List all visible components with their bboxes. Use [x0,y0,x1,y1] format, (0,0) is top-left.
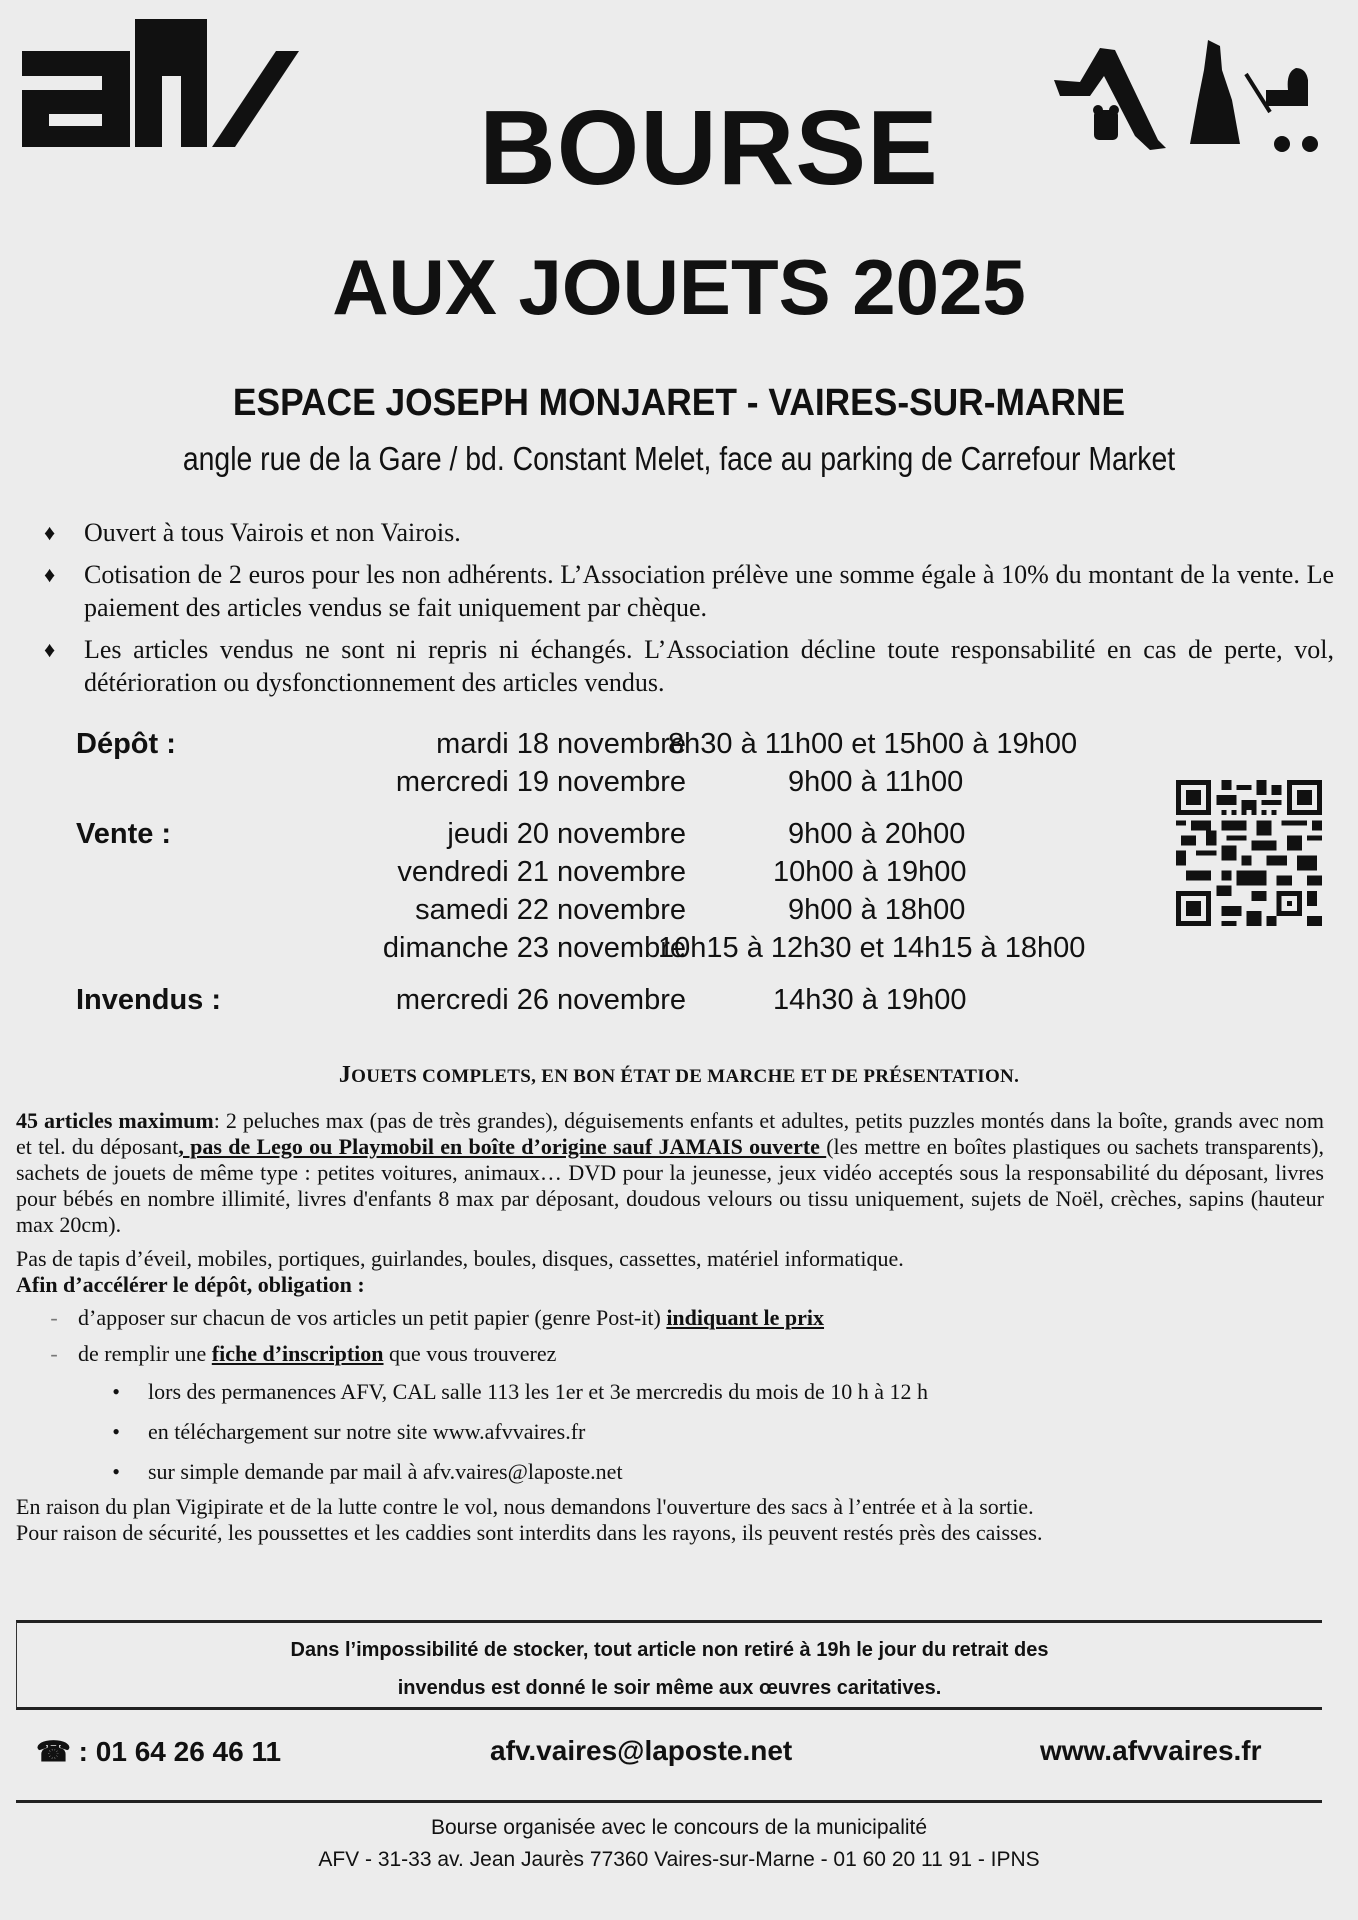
form-source-item [16,1454,1324,1490]
bullet-item [44,558,1334,624]
obligation-text: de remplir une [78,1341,212,1366]
bullet-text: Cotisation de 2 euros pour les non adhérents. L’Association prélève une somme égale à 10% du montant de la vente. Le paiement des articles vendus se fait uniquement par chèque. [84,560,1334,622]
website-link[interactable]: www.afvvaires.fr [1040,1735,1262,1766]
schedule-label: Dépôt : [76,728,176,760]
phone-contact [36,1735,281,1779]
dash-icon: - [50,1305,58,1330]
obligation-item [16,1338,1324,1370]
qr-code-icon[interactable] [1176,780,1322,926]
email-link[interactable]: afv.vaires@laposte.net [490,1735,793,1766]
footer-line-2: AFV - 31-33 av. Jean Jaurès 77360 Vaires-sur-Marne - 01 60 20 11 91 - IPNS [318,1848,1040,1871]
form-source-text: sur simple demande par mail à afv.vaires@laposte.net [148,1459,623,1484]
schedule-day: samedi 22 novembre [415,894,686,926]
footer-line-1: Bourse organisée avec le concours de la municipalité [430,1816,928,1839]
form-source-text: lors des permanences AFV, CAL salle 113 les 1er et 3e mercredis du mois de 10 h à 12 h [148,1379,929,1404]
schedule-row [76,818,1136,854]
form-source-text: en téléchargement sur notre site www.afvvaires.fr [148,1419,586,1444]
venue: ESPACE JOSEPH MONJARET - VAIRES-SUR-MARNE [232,382,1126,424]
diamond-icon: ♦ [44,520,56,545]
dash-icon: - [50,1341,58,1366]
schedule-row [76,766,1136,802]
unclaimed-items-notice [16,1620,1322,1710]
schedule-day: mercredi 26 novembre [395,984,686,1016]
schedule-hours: 9h00 à 20h00 [788,818,966,850]
schedule-day: mercredi 19 novembre [395,766,686,798]
schedule-hours: 10h15 à 12h30 et 14h15 à 18h00 [658,932,1086,964]
obligation-emphasis: indiquant le prix [666,1305,825,1330]
bullet-item [44,516,1334,549]
lego-playmobil-warning: , pas de Lego ou Playmobil en boîte d’origine sauf JAMAIS ouverte [178,1134,827,1159]
toys-condition-notice [0,1062,1358,1089]
footer [0,1812,1358,1876]
divider [16,1800,1322,1803]
max-articles-text-2: (les mettre en boîtes plastiques ou sachets transparents), sachets de jouets de même type : petites voitures, animaux… DVD pour la jeunesse, jeux vidéo acceptés sous la responsabilité du déposant, livres pour bébés en nombre illimité, livres d'enfants 8 max par déposant, doudous velours ou tissu uniquement, sujets de Noël, crèches, sapins (hauteur max 20cm). [16,1134,1324,1237]
schedule-day: mardi 18 novembre [436,728,686,760]
schedule-hours: 9h00 à 11h00 [788,766,964,798]
bullet-item [44,633,1334,699]
form-source-item [16,1414,1324,1450]
form-sources-list [16,1374,1324,1490]
max-articles-text: : 2 peluches max (pas de très grandes), déguisements enfants et adultes, petits puzzles montés dans la boîte, grands avec nom et tel. du déposant [16,1108,1324,1159]
notice-line-1: Dans l’impossibilité de stocker, tout article non retiré à 19h le jour du retrait des [290,1639,1049,1661]
bullet-text: Les articles vendus ne sont ni repris ni échangés. L’Association décline toute responsabilité en cas de perte, vol, détérioration ou dysfonctionnement des articles vendus. [84,635,1334,697]
phone-number: : 01 64 26 46 11 [78,1736,282,1767]
schedule-row [76,856,1136,892]
security-notice-1: En raison du plan Vigipirate et de la lutte contre le vol, nous demandons l'ouverture des sacs à l’entrée et à la sortie. [16,1494,1034,1519]
schedule-row [76,932,1136,968]
form-source-item [16,1374,1324,1410]
notice-rest: OUETS COMPLETS, EN BON ÉTAT DE MARCHE ET DE PRÉSENTATION. [351,1066,1020,1087]
bullet-icon: • [112,1419,120,1444]
max-articles-paragraph [16,1108,1324,1238]
notice-initial: J [338,1062,352,1088]
schedule-row [76,728,1136,764]
schedule-hours: 9h00 à 18h00 [788,894,966,926]
title-bourse: BOURSE [479,89,939,207]
bullet-icon: • [112,1379,120,1404]
notice-line-2: invendus est donné le soir même aux œuvres caritatives. [397,1677,942,1699]
diamond-icon: ♦ [44,637,56,662]
obligation-heading: Afin d’accélérer le dépôt, obligation : [16,1272,365,1297]
schedule-hours: 8h30 à 11h00 et 15h00 à 19h00 [668,728,1078,760]
schedule-label: Invendus : [76,984,222,1016]
bullet-icon: • [112,1459,120,1484]
info-bullets [44,516,1334,708]
obligation-text: d’apposer sur chacun de vos articles un petit papier (genre Post-it) [78,1305,667,1330]
schedule-row [76,984,1136,1020]
diamond-icon: ♦ [44,562,56,587]
obligation-emphasis: fiche d’inscription [211,1341,384,1366]
bullet-text: Ouvert à tous Vairois et non Vairois. [84,518,461,547]
address: angle rue de la Gare / bd. Constant Melet, face au parking de Carrefour Market [182,440,1176,477]
schedule-hours: 10h00 à 19h00 [773,856,967,888]
schedule-day: jeudi 20 novembre [447,818,686,850]
max-articles-heading: 45 articles maximum [16,1108,214,1133]
security-notice-2: Pour raison de sécurité, les poussettes et les caddies sont interdits dans les rayons, ils peuvent restés près des caisses. [16,1520,1043,1545]
obligation-text-after: que vous trouverez [383,1341,557,1366]
schedule-row [76,894,1136,930]
obligations-list [16,1302,1324,1370]
deposit-rules [16,1108,1324,1546]
phone-icon: ☎ [36,1736,71,1767]
schedule-hours: 14h30 à 19h00 [773,984,967,1016]
schedule-day: vendredi 21 novembre [397,856,686,888]
obligation-item [16,1302,1324,1334]
title-aux-jouets: AUX JOUETS 2025 [332,243,1026,331]
schedule-day: dimanche 23 novembre [382,932,686,964]
excluded-items: Pas de tapis d’éveil, mobiles, portiques, guirlandes, boules, disques, cassettes, matériel informatique. [16,1246,904,1271]
schedule-label: Vente : [76,818,172,850]
